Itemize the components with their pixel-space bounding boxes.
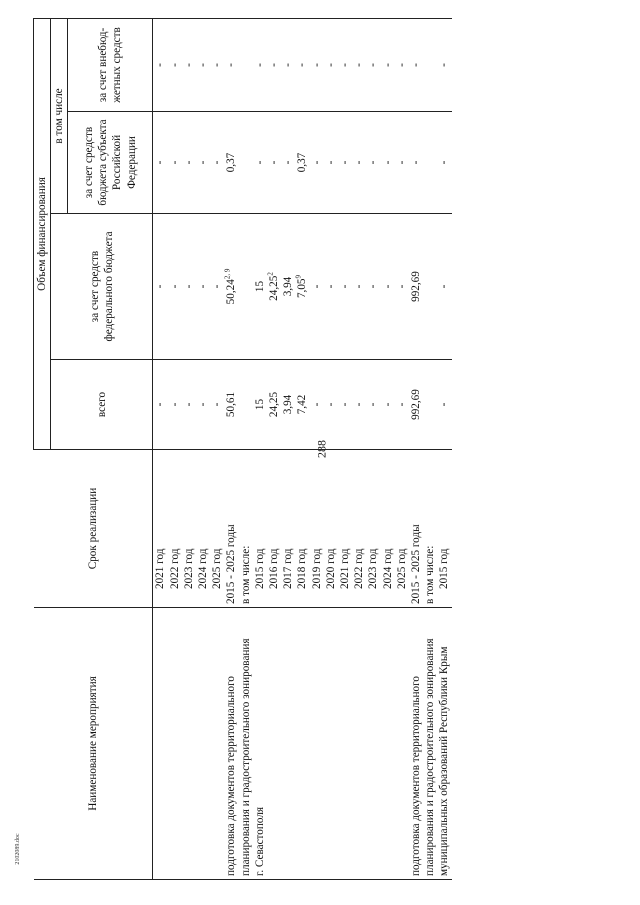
cell-name xyxy=(196,608,210,880)
cell-subject-text: - xyxy=(211,160,224,165)
cell-federal xyxy=(409,214,423,360)
cell-name xyxy=(310,608,324,880)
cell-federal-text: 992,69 xyxy=(410,271,423,302)
cell-name xyxy=(182,608,196,880)
cell-name xyxy=(423,608,437,880)
cell-extra xyxy=(409,18,423,111)
cell-total xyxy=(224,360,238,450)
cell-extra xyxy=(338,18,352,111)
cell-term xyxy=(182,450,196,608)
cell-federal xyxy=(324,214,338,360)
cell-total-text: - xyxy=(168,402,181,407)
cell-subject xyxy=(168,112,182,214)
cell-total xyxy=(210,360,224,450)
cell-federal xyxy=(239,214,253,360)
table-row xyxy=(310,18,324,879)
cell-subject-text: 0,37 xyxy=(225,152,238,173)
cell-extra-text: - xyxy=(253,63,266,67)
cell-total-text: 992,69 xyxy=(410,389,423,420)
cell-total-text: 24,25 xyxy=(268,391,281,418)
cell-name xyxy=(153,608,168,880)
cell-subject-text: - xyxy=(324,160,337,165)
cell-total-text: 50,61 xyxy=(225,391,238,418)
cell-federal xyxy=(366,214,380,360)
cell-term-text: 2021 год xyxy=(339,548,352,589)
cell-total xyxy=(381,360,395,450)
cell-extra xyxy=(324,18,338,111)
cell-extra-text: - xyxy=(182,63,195,67)
cell-subject-text: - xyxy=(395,160,408,165)
cell-term-text: 2015 - 2025 годы xyxy=(410,524,423,604)
table-row xyxy=(239,18,253,879)
cell-federal-text: - xyxy=(367,284,380,289)
cell-term xyxy=(423,450,437,608)
cell-federal xyxy=(182,214,196,360)
cell-federal-text: - xyxy=(353,284,366,289)
cell-term-text: 2015 - 2025 годы xyxy=(225,524,238,604)
cell-term xyxy=(324,450,338,608)
table-body xyxy=(153,18,452,879)
cell-total-text: - xyxy=(182,402,195,407)
cell-term-text: 2015 год xyxy=(253,548,266,589)
cell-total-text: - xyxy=(310,402,323,407)
cell-extra xyxy=(182,18,196,111)
cell-total-text: - xyxy=(353,402,366,407)
cell-subject xyxy=(324,112,338,214)
cell-term xyxy=(338,450,352,608)
cell-extra xyxy=(310,18,324,111)
cell-total-text: 7,42 xyxy=(296,394,309,415)
cell-subject xyxy=(409,112,423,214)
header-federal: за счет средств федерального бюджета xyxy=(51,214,153,360)
cell-term-text: 2022 год xyxy=(168,548,181,589)
cell-extra xyxy=(210,18,224,111)
cell-federal xyxy=(423,214,437,360)
cell-extra-text: - xyxy=(395,63,408,67)
cell-extra-text: - xyxy=(310,63,323,67)
cell-federal xyxy=(381,214,395,360)
cell-term-text: 2022 год xyxy=(353,548,366,589)
cell-federal xyxy=(168,214,182,360)
cell-name-text: муниципальных образований Республики Крым xyxy=(438,646,451,876)
cell-extra-text: - xyxy=(211,63,224,67)
cell-extra xyxy=(239,18,253,111)
page-number: 288 xyxy=(314,440,329,458)
cell-extra-text: - xyxy=(438,63,451,67)
cell-total xyxy=(437,360,451,450)
cell-extra xyxy=(267,18,281,111)
cell-federal-text: - xyxy=(197,284,210,289)
cell-term xyxy=(224,450,238,608)
cell-subject xyxy=(295,112,309,214)
cell-total-text: 3,94 xyxy=(282,394,295,415)
cell-extra xyxy=(281,18,295,111)
cell-name xyxy=(168,608,182,880)
cell-subject xyxy=(224,112,238,214)
cell-term xyxy=(196,450,210,608)
cell-term xyxy=(295,450,309,608)
cell-federal xyxy=(437,214,451,360)
cell-term xyxy=(153,450,168,608)
cell-total xyxy=(295,360,309,450)
cell-federal-text: - xyxy=(182,284,195,289)
cell-extra xyxy=(437,18,451,111)
cell-total xyxy=(253,360,267,450)
cell-extra-text: - xyxy=(296,63,309,67)
cell-name-text: планирования и градостроительного зонирования xyxy=(424,638,437,876)
cell-term-text: 2020 год xyxy=(324,548,337,589)
cell-federal xyxy=(281,214,295,360)
cell-federal-text: - xyxy=(211,284,224,289)
cell-term-text: 2015 год xyxy=(438,548,451,589)
cell-term-text: 2019 год xyxy=(310,548,323,589)
cell-total-text: - xyxy=(154,402,167,407)
cell-federal-text: - xyxy=(310,284,323,289)
cell-name xyxy=(395,608,409,880)
cell-subject-text: - xyxy=(168,160,181,165)
footnote-marker: 9 xyxy=(294,274,303,279)
rotated-page xyxy=(33,19,618,880)
cell-term-text: 2021 год xyxy=(154,548,167,589)
cell-name xyxy=(437,608,451,880)
cell-total xyxy=(366,360,380,450)
cell-subject xyxy=(366,112,380,214)
cell-extra xyxy=(153,18,168,111)
cell-subject-text: - xyxy=(282,160,295,165)
cell-federal-text: - xyxy=(395,284,408,289)
cell-federal-text: 15 xyxy=(253,280,266,293)
cell-total xyxy=(239,360,253,450)
cell-total xyxy=(153,360,168,450)
cell-name xyxy=(210,608,224,880)
cell-term xyxy=(239,450,253,608)
cell-extra-text: - xyxy=(410,63,423,67)
cell-subject-text: - xyxy=(182,160,195,165)
cell-extra xyxy=(196,18,210,111)
cell-term xyxy=(253,450,267,608)
cell-name-text: г. Севастополя xyxy=(253,806,266,876)
cell-name xyxy=(338,608,352,880)
table-row xyxy=(295,18,309,879)
cell-extra xyxy=(295,18,309,111)
cell-federal xyxy=(295,214,309,360)
table-row xyxy=(324,18,338,879)
cell-subject xyxy=(281,112,295,214)
cell-term xyxy=(310,450,324,608)
cell-total xyxy=(324,360,338,450)
cell-total xyxy=(168,360,182,450)
cell-federal-text: 24,25 xyxy=(268,275,281,301)
cell-subject-text: - xyxy=(154,160,167,165)
cell-name xyxy=(381,608,395,880)
table-row xyxy=(381,18,395,879)
header-term: Срок реализации xyxy=(34,450,153,608)
table-row xyxy=(196,18,210,879)
cell-federal-text: - xyxy=(154,284,167,289)
header-subject: за счет средств бюджета субъекта Российской Федерации xyxy=(68,112,153,214)
cell-extra-text: - xyxy=(268,63,281,67)
cell-total-text: - xyxy=(324,402,337,407)
cell-extra xyxy=(168,18,182,111)
cell-term-text: в том числе: xyxy=(424,545,437,604)
cell-federal-text: 50,24 xyxy=(225,279,238,305)
cell-total xyxy=(423,360,437,450)
cell-total-text: - xyxy=(339,402,352,407)
cell-term-text: 2023 год xyxy=(367,548,380,589)
cell-total-text: 15 xyxy=(253,398,266,411)
cell-term-text: 2017 год xyxy=(282,548,295,589)
cell-total xyxy=(196,360,210,450)
table-row xyxy=(423,18,437,879)
cell-subject xyxy=(153,112,168,214)
cell-federal xyxy=(338,214,352,360)
cell-term xyxy=(437,450,451,608)
cell-name xyxy=(366,608,380,880)
footer-file-name: 2102089.doc xyxy=(15,833,21,865)
cell-subject xyxy=(182,112,196,214)
cell-term xyxy=(381,450,395,608)
cell-name xyxy=(352,608,366,880)
cell-total-text: - xyxy=(197,402,210,407)
table-row xyxy=(409,18,423,879)
header-including: в том числе xyxy=(51,18,68,213)
cell-term xyxy=(267,450,281,608)
cell-name xyxy=(295,608,309,880)
table-row xyxy=(338,18,352,879)
table-row xyxy=(366,18,380,879)
header-total: всего xyxy=(51,360,153,450)
cell-federal-text: - xyxy=(381,284,394,289)
cell-term xyxy=(366,450,380,608)
cell-extra xyxy=(352,18,366,111)
cell-federal-text: - xyxy=(168,284,181,289)
cell-subject xyxy=(239,112,253,214)
cell-federal-text: 7,05 xyxy=(296,278,309,299)
cell-term-text: 2018 год xyxy=(296,548,309,589)
table-row xyxy=(224,18,238,879)
cell-term-text: в том числе: xyxy=(239,545,252,604)
cell-federal-text: - xyxy=(324,284,337,289)
cell-term xyxy=(281,450,295,608)
cell-extra-text: - xyxy=(282,63,295,67)
footnote-marker: 2, 9 xyxy=(223,268,232,280)
cell-subject xyxy=(437,112,451,214)
cell-federal-text: - xyxy=(339,284,352,289)
cell-extra-text: - xyxy=(324,63,337,67)
cell-term-text: 2025 год xyxy=(211,548,224,589)
cell-extra xyxy=(224,18,238,111)
cell-name xyxy=(409,608,423,880)
cell-extra-text: - xyxy=(381,63,394,67)
cell-term xyxy=(395,450,409,608)
cell-name-text: планирования и градостроительного зонирования xyxy=(239,638,252,876)
cell-name xyxy=(253,608,267,880)
cell-subject xyxy=(310,112,324,214)
cell-extra xyxy=(395,18,409,111)
cell-total xyxy=(395,360,409,450)
cell-extra-text: - xyxy=(339,63,352,67)
cell-total xyxy=(182,360,196,450)
header-extra: за счет внебюд-жетных средств xyxy=(68,18,153,111)
table-row xyxy=(182,18,196,879)
cell-term-text: 2024 год xyxy=(197,548,210,589)
cell-name xyxy=(267,608,281,880)
footnote-marker: 2 xyxy=(266,272,275,276)
cell-subject-text: - xyxy=(253,160,266,165)
cell-term xyxy=(168,450,182,608)
cell-term-text: 2024 год xyxy=(381,548,394,589)
cell-total xyxy=(281,360,295,450)
cell-federal xyxy=(253,214,267,360)
cell-federal xyxy=(310,214,324,360)
cell-subject-text: 0,37 xyxy=(296,152,309,173)
table-row xyxy=(153,18,168,879)
cell-subject xyxy=(338,112,352,214)
cell-total-text: - xyxy=(381,402,394,407)
cell-term xyxy=(409,450,423,608)
cell-term-text: 2025 год xyxy=(395,548,408,589)
cell-total xyxy=(310,360,324,450)
cell-subject xyxy=(395,112,409,214)
cell-subject xyxy=(381,112,395,214)
cell-extra xyxy=(423,18,437,111)
cell-federal xyxy=(352,214,366,360)
cell-extra-text: - xyxy=(197,63,210,67)
cell-subject-text: - xyxy=(353,160,366,165)
cell-total xyxy=(352,360,366,450)
cell-name-text: подготовка документов территориального xyxy=(225,676,238,876)
cell-subject-text: - xyxy=(367,160,380,165)
cell-extra xyxy=(253,18,267,111)
cell-extra-text: - xyxy=(168,63,181,67)
cell-subject xyxy=(196,112,210,214)
cell-total xyxy=(267,360,281,450)
cell-subject-text: - xyxy=(381,160,394,165)
cell-name xyxy=(281,608,295,880)
cell-total xyxy=(409,360,423,450)
cell-extra xyxy=(381,18,395,111)
cell-subject xyxy=(253,112,267,214)
header-name: Наименование мероприятия xyxy=(34,608,153,880)
cell-federal xyxy=(153,214,168,360)
table-row xyxy=(281,18,295,879)
cell-extra-text: - xyxy=(367,63,380,67)
cell-total-text: - xyxy=(395,402,408,407)
table-row xyxy=(352,18,366,879)
cell-name xyxy=(239,608,253,880)
cell-subject xyxy=(267,112,281,214)
cell-subject-text: - xyxy=(339,160,352,165)
table-row xyxy=(210,18,224,879)
cell-federal xyxy=(395,214,409,360)
cell-total-text: - xyxy=(211,402,224,407)
cell-federal-text: 3,94 xyxy=(282,276,295,297)
table-row xyxy=(437,18,451,879)
cell-federal xyxy=(267,214,281,360)
cell-extra-text: - xyxy=(225,63,238,67)
table-row xyxy=(267,18,281,879)
cell-federal xyxy=(224,214,238,360)
cell-subject-text: - xyxy=(197,160,210,165)
cell-subject-text: - xyxy=(438,160,451,165)
cell-term-text: 2016 год xyxy=(268,548,281,589)
cell-subject xyxy=(210,112,224,214)
table-row xyxy=(395,18,409,879)
cell-subject-text: - xyxy=(410,160,423,165)
financing-table xyxy=(33,18,452,880)
cell-federal-text: - xyxy=(438,284,451,289)
cell-subject xyxy=(423,112,437,214)
cell-extra xyxy=(366,18,380,111)
cell-federal xyxy=(196,214,210,360)
cell-extra-text: - xyxy=(154,63,167,67)
cell-total-text: - xyxy=(367,402,380,407)
cell-federal xyxy=(210,214,224,360)
table-row xyxy=(168,18,182,879)
cell-subject-text: - xyxy=(268,160,281,165)
cell-name xyxy=(324,608,338,880)
cell-term-text: 2023 год xyxy=(182,548,195,589)
cell-subject xyxy=(352,112,366,214)
cell-subject-text: - xyxy=(310,160,323,165)
cell-total xyxy=(338,360,352,450)
cell-term xyxy=(352,450,366,608)
cell-term xyxy=(210,450,224,608)
cell-name-text: подготовка документов территориального xyxy=(410,676,423,876)
table-row xyxy=(253,18,267,879)
cell-total-text: - xyxy=(438,402,451,407)
cell-extra-text: - xyxy=(353,63,366,67)
cell-name xyxy=(224,608,238,880)
header-volume: Объем финансирования xyxy=(34,18,51,449)
